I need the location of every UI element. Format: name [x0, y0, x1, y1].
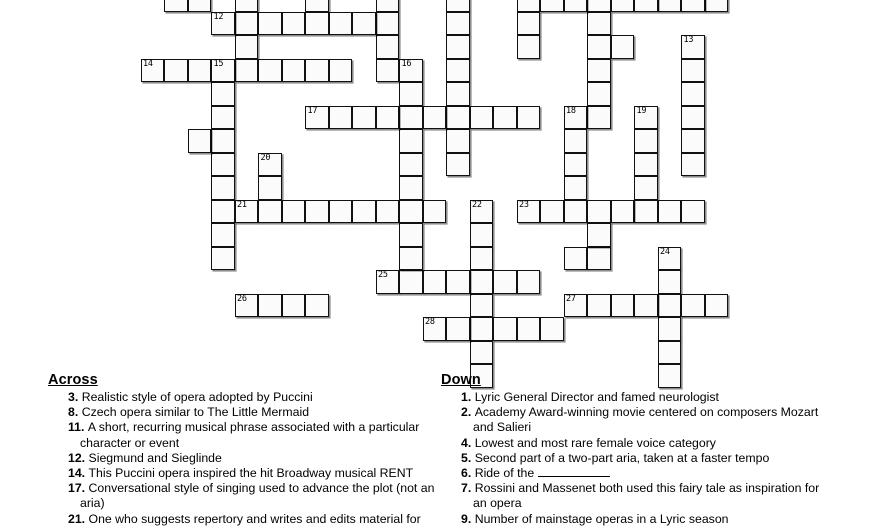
- crossword-cell[interactable]: [446, 129, 470, 153]
- crossword-cell[interactable]: [329, 12, 353, 36]
- crossword-cell[interactable]: [211, 223, 235, 247]
- crossword-cell-start-15[interactable]: [211, 59, 235, 83]
- crossword-cell[interactable]: [446, 35, 470, 59]
- crossword-cell[interactable]: [258, 176, 282, 200]
- clue-blank-line: [538, 467, 610, 477]
- crossword-cell[interactable]: [658, 341, 682, 365]
- crossword-cell[interactable]: [282, 12, 306, 36]
- crossword-cell-start-25[interactable]: [376, 270, 400, 294]
- crossword-cell[interactable]: [470, 294, 494, 318]
- cell-number: 15: [213, 58, 224, 69]
- crossword-cell[interactable]: [587, 35, 611, 59]
- crossword-cell[interactable]: [423, 200, 447, 224]
- crossword-cell[interactable]: [611, 0, 635, 12]
- crossword-cell[interactable]: [681, 153, 705, 177]
- crossword-cell[interactable]: [681, 294, 705, 318]
- crossword-cell[interactable]: [681, 82, 705, 106]
- crossword-cell[interactable]: [587, 0, 611, 12]
- crossword-cell[interactable]: [587, 106, 611, 130]
- crossword-cell[interactable]: [681, 0, 705, 12]
- crossword-cell[interactable]: [164, 59, 188, 83]
- crossword-cell-start-18[interactable]: [564, 106, 588, 130]
- crossword-cell[interactable]: [211, 176, 235, 200]
- clue-text: Rossini and Massenet both used this fairy tale as inspiration for an opera: [473, 481, 820, 511]
- crossword-cell[interactable]: [611, 200, 635, 224]
- clue-item-across-21[interactable]: [68, 512, 438, 527]
- crossword-cell[interactable]: [681, 59, 705, 83]
- crossword-cell[interactable]: [235, 59, 259, 83]
- crossword-cell-start-16[interactable]: [399, 59, 423, 83]
- crossword-cell[interactable]: [446, 270, 470, 294]
- cell-number: 21: [237, 199, 247, 210]
- crossword-cell[interactable]: [329, 200, 353, 224]
- crossword-cell[interactable]: [470, 317, 494, 341]
- crossword-cell[interactable]: [329, 106, 353, 130]
- crossword-cell[interactable]: [305, 12, 329, 36]
- crossword-cell[interactable]: [446, 106, 470, 130]
- cell-number: 14: [143, 58, 153, 69]
- crossword-cell[interactable]: [376, 200, 400, 224]
- crossword-cell-start-21[interactable]: [235, 200, 259, 224]
- crossword-cell-start-17[interactable]: [305, 106, 329, 130]
- crossword-cell[interactable]: [399, 82, 423, 106]
- crossword-cell[interactable]: [305, 200, 329, 224]
- crossword-cell[interactable]: [470, 341, 494, 365]
- crossword-cell[interactable]: [258, 12, 282, 36]
- crossword-cell[interactable]: [470, 270, 494, 294]
- crossword-cell[interactable]: [211, 153, 235, 177]
- crossword-cell[interactable]: [188, 59, 212, 83]
- crossword-cell[interactable]: [634, 153, 658, 177]
- crossword-cell-start-11[interactable]: [517, 0, 541, 12]
- cell-number: 16: [401, 58, 412, 69]
- crossword-cell[interactable]: [282, 294, 306, 318]
- clue-text: Realistic style of opera adopted by Puccini: [81, 390, 313, 404]
- crossword-cell-start-14[interactable]: [141, 59, 165, 83]
- crossword-cell[interactable]: [611, 294, 635, 318]
- clue-number: 6.: [461, 466, 475, 481]
- crossword-cell[interactable]: [211, 247, 235, 271]
- crossword-cell-start-22[interactable]: [470, 200, 494, 224]
- crossword-cell[interactable]: [211, 200, 235, 224]
- crossword-cell[interactable]: [658, 317, 682, 341]
- crossword-cell[interactable]: [282, 59, 306, 83]
- crossword-cell[interactable]: [211, 82, 235, 106]
- down-clue-list: [441, 390, 831, 527]
- crossword-cell[interactable]: [658, 0, 682, 12]
- clue-text: Number of mainstage operas in a Lyric season: [474, 511, 729, 526]
- cell-number: 18: [566, 105, 576, 116]
- crossword-cell[interactable]: [470, 223, 494, 247]
- clue-text: This Puccini opera inspired the hit Broadway musical RENT: [88, 466, 414, 481]
- crossword-cell-start-12[interactable]: [211, 12, 235, 36]
- crossword-cell-start-28[interactable]: [423, 317, 447, 341]
- crossword-cell[interactable]: [634, 176, 658, 200]
- crossword-cell[interactable]: [376, 0, 400, 12]
- crossword-cell[interactable]: [305, 59, 329, 83]
- crossword-cell[interactable]: [681, 129, 705, 153]
- clue-text: Czech opera similar to The Little Mermaid: [81, 405, 310, 420]
- clue-number: 21.: [68, 511, 89, 526]
- crossword-cell[interactable]: [399, 129, 423, 153]
- clue-number: 9.: [461, 511, 475, 526]
- crossword-cell-start-23[interactable]: [517, 200, 541, 224]
- cell-number: 24: [660, 246, 670, 257]
- crossword-cell[interactable]: [634, 129, 658, 153]
- crossword-cell[interactable]: [399, 200, 423, 224]
- crossword-cell[interactable]: [705, 0, 729, 12]
- crossword-cell[interactable]: [423, 270, 447, 294]
- crossword-cell[interactable]: [587, 200, 611, 224]
- across-heading: Across: [48, 372, 98, 388]
- cell-number: 23: [519, 199, 529, 210]
- crossword-cell-start-24[interactable]: [658, 247, 682, 271]
- crossword-cell[interactable]: [258, 200, 282, 224]
- clue-item-down-5[interactable]: [461, 451, 831, 466]
- crossword-cell[interactable]: [658, 270, 682, 294]
- crossword-cell[interactable]: [376, 35, 400, 59]
- crossword-cell[interactable]: [446, 12, 470, 36]
- cell-number: 22: [472, 199, 482, 210]
- crossword-cell[interactable]: [564, 247, 588, 271]
- clue-number: 7.: [461, 481, 475, 496]
- crossword-cell[interactable]: [564, 0, 588, 12]
- clue-number: 3.: [68, 390, 82, 404]
- crossword-cell[interactable]: [634, 294, 658, 318]
- crossword-cell[interactable]: [329, 59, 353, 83]
- crossword-cell[interactable]: [540, 200, 564, 224]
- clue-item-across-8[interactable]: [68, 405, 438, 420]
- crossword-cell[interactable]: [211, 129, 235, 153]
- crossword-cell[interactable]: [211, 106, 235, 130]
- clue-text: One who suggests repertory and writes and edits material for: [88, 511, 421, 526]
- crossword-cell[interactable]: [399, 153, 423, 177]
- crossword-cell[interactable]: [399, 106, 423, 130]
- crossword-cell[interactable]: [305, 294, 329, 318]
- crossword-cell[interactable]: [446, 82, 470, 106]
- crossword-cell[interactable]: [235, 35, 259, 59]
- clue-number: 4.: [461, 435, 475, 450]
- clue-number: 14.: [68, 466, 89, 481]
- clue-item-across-14[interactable]: [68, 466, 438, 481]
- clue-item-down-1[interactable]: [461, 390, 831, 405]
- crossword-cell[interactable]: [540, 317, 564, 341]
- clue-text: Academy Award-winning movie centered on composers Mozart and Salieri: [473, 405, 819, 435]
- clue-number: 8.: [68, 405, 82, 420]
- clue-number: 5.: [461, 450, 475, 465]
- crossword-cell[interactable]: [587, 12, 611, 36]
- crossword-cell[interactable]: [634, 200, 658, 224]
- crossword-cell[interactable]: [235, 0, 259, 12]
- across-clue-list: [48, 390, 438, 527]
- cell-number: 28: [425, 317, 435, 327]
- cell-number: 19: [636, 105, 647, 116]
- crossword-cell[interactable]: [470, 106, 494, 130]
- cell-number: 26: [237, 293, 247, 304]
- crossword-cell[interactable]: [587, 247, 611, 271]
- crossword-cell[interactable]: [258, 294, 282, 318]
- clue-item-across-17[interactable]: [68, 481, 438, 511]
- crossword-cell[interactable]: [587, 59, 611, 83]
- clue-text: Second part of a two-part aria, taken at a faster tempo: [474, 450, 770, 465]
- crossword-cell[interactable]: [658, 200, 682, 224]
- clue-number: 1.: [461, 390, 475, 404]
- crossword-cell[interactable]: [517, 35, 541, 59]
- crossword-cell[interactable]: [164, 0, 188, 12]
- crossword-cell[interactable]: [587, 82, 611, 106]
- crossword-cell[interactable]: [446, 0, 470, 12]
- cell-number: 13: [683, 35, 694, 45]
- crossword-cell[interactable]: [282, 200, 306, 224]
- crossword-cell[interactable]: [446, 317, 470, 341]
- cell-number: 20: [260, 152, 271, 163]
- crossword-cell[interactable]: [399, 176, 423, 200]
- crossword-cell[interactable]: [517, 106, 541, 130]
- crossword-cell[interactable]: [540, 0, 564, 12]
- crossword-cell[interactable]: [235, 12, 259, 36]
- crossword-cell[interactable]: [446, 59, 470, 83]
- crossword-cell[interactable]: [681, 106, 705, 130]
- crossword-cell[interactable]: [470, 247, 494, 271]
- crossword-cell[interactable]: [564, 200, 588, 224]
- down-clues-column: [441, 372, 831, 527]
- crossword-cell-start-26[interactable]: [235, 294, 259, 318]
- crossword-cell[interactable]: [517, 12, 541, 36]
- clue-text: Lowest and most rare female voice category: [474, 435, 716, 450]
- clue-text: A short, recurring musical phrase associated with a particular character or event: [80, 420, 420, 450]
- crossword-cell[interactable]: [399, 270, 423, 294]
- across-clues-column: [48, 372, 438, 527]
- crossword-cell[interactable]: [352, 106, 376, 130]
- crossword-cell[interactable]: [305, 0, 329, 12]
- clue-item-across-11[interactable]: [68, 420, 438, 450]
- crossword-cell-start-13[interactable]: [681, 35, 705, 59]
- clue-item-down-9[interactable]: [461, 512, 831, 527]
- clue-number: 12.: [68, 450, 89, 465]
- clue-item-down-6[interactable]: [461, 466, 831, 481]
- clue-text: Ride of the: [474, 466, 538, 481]
- clue-item-across-12[interactable]: [68, 451, 438, 466]
- crossword-cell[interactable]: [376, 59, 400, 83]
- crossword-cell[interactable]: [376, 12, 400, 36]
- crossword-cell[interactable]: [188, 0, 212, 12]
- crossword-cell[interactable]: [564, 153, 588, 177]
- crossword-cell[interactable]: [399, 223, 423, 247]
- crossword-cell[interactable]: [376, 106, 400, 130]
- clue-item-down-4[interactable]: [461, 436, 831, 451]
- cell-number: 17: [307, 105, 318, 116]
- crossword-cell[interactable]: [517, 317, 541, 341]
- crossword-cell[interactable]: [352, 200, 376, 224]
- clue-item-across-3[interactable]: [68, 390, 438, 405]
- crossword-cell[interactable]: [681, 200, 705, 224]
- clue-item-down-2[interactable]: [461, 405, 831, 435]
- crossword-cell-start-20[interactable]: [258, 153, 282, 177]
- crossword-cell[interactable]: [658, 294, 682, 318]
- crossword-cell[interactable]: [493, 317, 517, 341]
- cell-number: 27: [566, 293, 576, 304]
- clue-number: 11.: [68, 420, 88, 435]
- crossword-cell[interactable]: [564, 129, 588, 153]
- crossword-cell[interactable]: [352, 12, 376, 36]
- crossword-cell[interactable]: [587, 294, 611, 318]
- crossword-cell[interactable]: [188, 129, 212, 153]
- cell-number: 25: [378, 270, 388, 280]
- clue-text: Siegmund and Sieglinde: [88, 450, 222, 465]
- cell-number: 12: [213, 11, 224, 22]
- crossword-cell[interactable]: [423, 106, 447, 130]
- clue-text: Conversational style of singing used to advance the plot (not an aria): [80, 481, 435, 511]
- crossword-cell[interactable]: [611, 35, 635, 59]
- crossword-cell-start-27[interactable]: [564, 294, 588, 318]
- clue-number: 2.: [461, 405, 475, 420]
- clue-item-down-7[interactable]: [461, 481, 831, 511]
- down-heading: Down: [441, 372, 481, 388]
- clue-number: 17.: [68, 481, 89, 496]
- crossword-cell[interactable]: [493, 270, 517, 294]
- clue-text: Lyric General Director and famed neurologist: [474, 390, 719, 404]
- crossword-cell[interactable]: [634, 0, 658, 12]
- crossword-cell[interactable]: [517, 270, 541, 294]
- crossword-cell[interactable]: [258, 59, 282, 83]
- crossword-cell[interactable]: [493, 106, 517, 130]
- crossword-cell[interactable]: [399, 247, 423, 271]
- crossword-cell[interactable]: [705, 294, 729, 318]
- crossword-cell[interactable]: [446, 153, 470, 177]
- crossword-cell-start-19[interactable]: [634, 106, 658, 130]
- clues-section: [0, 372, 873, 530]
- crossword-cell[interactable]: [587, 223, 611, 247]
- crossword-cell[interactable]: [564, 176, 588, 200]
